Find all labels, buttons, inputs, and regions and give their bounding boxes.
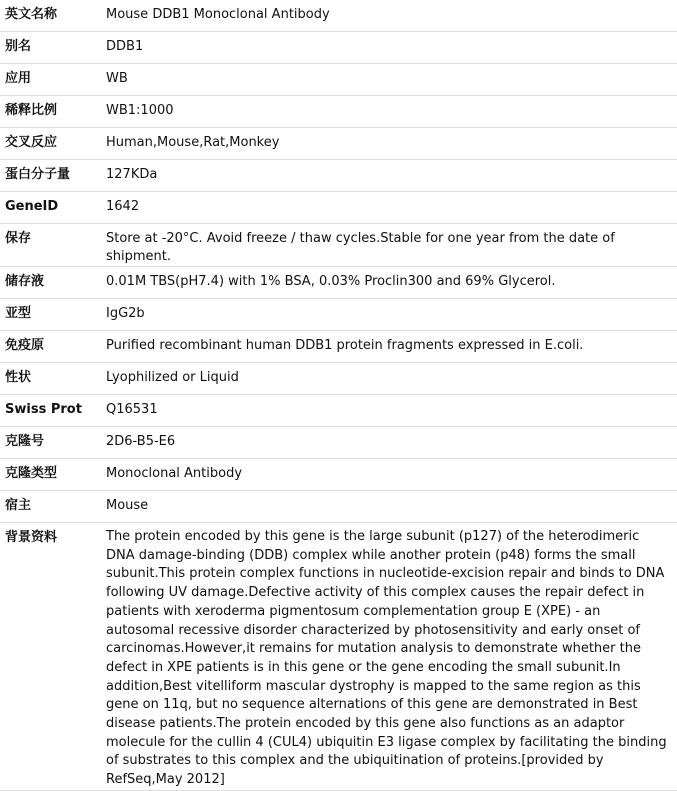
- row-dilution: [0, 96, 677, 128]
- row-key: Swiss Prot: [0, 395, 100, 427]
- row-value: WB: [100, 64, 677, 96]
- row-key: 保存: [0, 224, 100, 267]
- row-key: 蛋白分子量: [0, 160, 100, 192]
- row-key: 应用: [0, 64, 100, 96]
- row-value: Human,Mouse,Rat,Monkey: [100, 128, 677, 160]
- row-clone-type: [0, 459, 677, 491]
- row-cross-reactivity: [0, 128, 677, 160]
- row-key: 背景资料: [0, 523, 100, 791]
- row-application: [0, 64, 677, 96]
- row-key: 免疫原: [0, 331, 100, 363]
- row-clone-number: [0, 427, 677, 459]
- row-value: 1642: [100, 192, 677, 224]
- row-buffer: [0, 267, 677, 299]
- row-value: Mouse DDB1 Monoclonal Antibody: [100, 0, 677, 32]
- row-key: 别名: [0, 32, 100, 64]
- row-key: 克隆号: [0, 427, 100, 459]
- row-key: 克隆类型: [0, 459, 100, 491]
- row-value: Store at -20°C. Avoid freeze / thaw cycles.Stable for one year from the date of shipment.: [100, 224, 677, 267]
- row-immunogen: [0, 331, 677, 363]
- row-value: Monoclonal Antibody: [100, 459, 677, 491]
- row-background: [0, 523, 677, 791]
- row-gene-id: [0, 192, 677, 224]
- row-key: 储存液: [0, 267, 100, 299]
- row-alias: [0, 32, 677, 64]
- row-form: [0, 363, 677, 395]
- row-value: IgG2b: [100, 299, 677, 331]
- row-value: DDB1: [100, 32, 677, 64]
- row-storage: [0, 224, 677, 267]
- row-value: Mouse: [100, 491, 677, 523]
- row-key: 亚型: [0, 299, 100, 331]
- row-value: Q16531: [100, 395, 677, 427]
- row-molecular-weight: [0, 160, 677, 192]
- row-value: 2D6-B5-E6: [100, 427, 677, 459]
- row-english-name: [0, 0, 677, 32]
- row-swiss-prot: [0, 395, 677, 427]
- row-host: [0, 491, 677, 523]
- background-text: The protein encoded by this gene is the large subunit (p127) of the heterodimeric DNA damage-binding (DDB) complex while another protein (p48) forms the small subunit.This protein complex functions in nucleotide-excision repair and binds to DNA following UV damage.Defective activity of this complex causes the repair defect in patients with xeroderma pigmentosum complementation group E (XPE) - an autosomal recessive disorder characterized by photosensitivity and early onset of carcinomas.However,it remains for mutation analysis to demonstrate whether the defect in XPE patients is in this gene or the gene encoding the small subunit.In addition,Best vitelliform mascular dystrophy is mapped to the same region as this gene on 11q, but no sequence alternations of this gene are demonstrated in Best disease patients.The protein encoded by this gene also functions as an adaptor molecule for the cullin 4 (CUL4) ubiquitin E3 ligase complex by facilitating the binding of substrates to this complex and the ubiquitination of proteins.[provided by RefSeq,May 2012]: [100, 523, 677, 791]
- row-key: 交叉反应: [0, 128, 100, 160]
- row-value: 127KDa: [100, 160, 677, 192]
- row-key: 稀释比例: [0, 96, 100, 128]
- row-value: WB1:1000: [100, 96, 677, 128]
- row-isotype: [0, 299, 677, 331]
- row-key: 宿主: [0, 491, 100, 523]
- row-key: GeneID: [0, 192, 100, 224]
- row-value: Lyophilized or Liquid: [100, 363, 677, 395]
- row-value: 0.01M TBS(pH7.4) with 1% BSA, 0.03% Proclin300 and 69% Glycerol.: [100, 267, 677, 299]
- row-key: 性状: [0, 363, 100, 395]
- row-key: 英文名称: [0, 0, 100, 32]
- row-value: Purified recombinant human DDB1 protein fragments expressed in E.coli.: [100, 331, 677, 363]
